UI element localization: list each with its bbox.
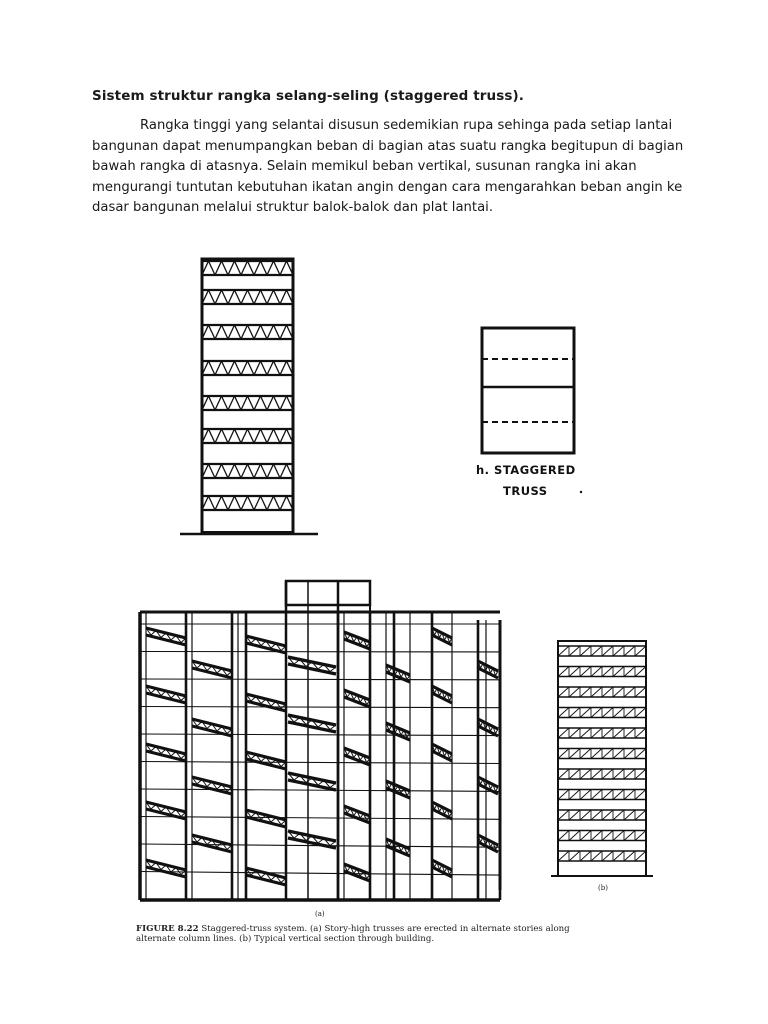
section-title: Sistem struktur rangka selang-seling (staggered truss). xyxy=(92,88,524,104)
typical-vertical-section xyxy=(551,641,653,876)
staggered-label-line1: h. STAGGERED xyxy=(476,463,576,477)
tall-truss-elevation xyxy=(180,259,318,534)
staggered-label-line2: TRUSS xyxy=(503,484,548,498)
subfigure-a-label: (a) xyxy=(315,910,325,918)
figure-caption-label: FIGURE 8.22 xyxy=(136,924,199,934)
figure-caption-text: Staggered-truss system. (a) Story-high trusses are erected in alternate stories along alternate column lines. (b) Typical vertical section through building. xyxy=(136,924,570,944)
staggered-truss-section xyxy=(482,328,574,453)
staggered-truss-building-perspective xyxy=(140,581,500,900)
figure-caption xyxy=(136,924,576,944)
subfigure-b-label: (b) xyxy=(598,884,608,892)
paragraph-text: Rangka tinggi yang selantai disusun sedemikian rupa sehinga pada setiap lantai bangunan dapat menumpangkan beban di bagian atas suatu rangka begitupun di bagian bawah rangka di atasnya. Selain memikul beban vertikal, susunan rangka ini akan mengurangi tuntutan kebutuhan ikatan angin dengan cara mengarahkan beban angin ke dasar bangunan melalui struktur balok-balok dan plat lantai. xyxy=(92,118,684,215)
